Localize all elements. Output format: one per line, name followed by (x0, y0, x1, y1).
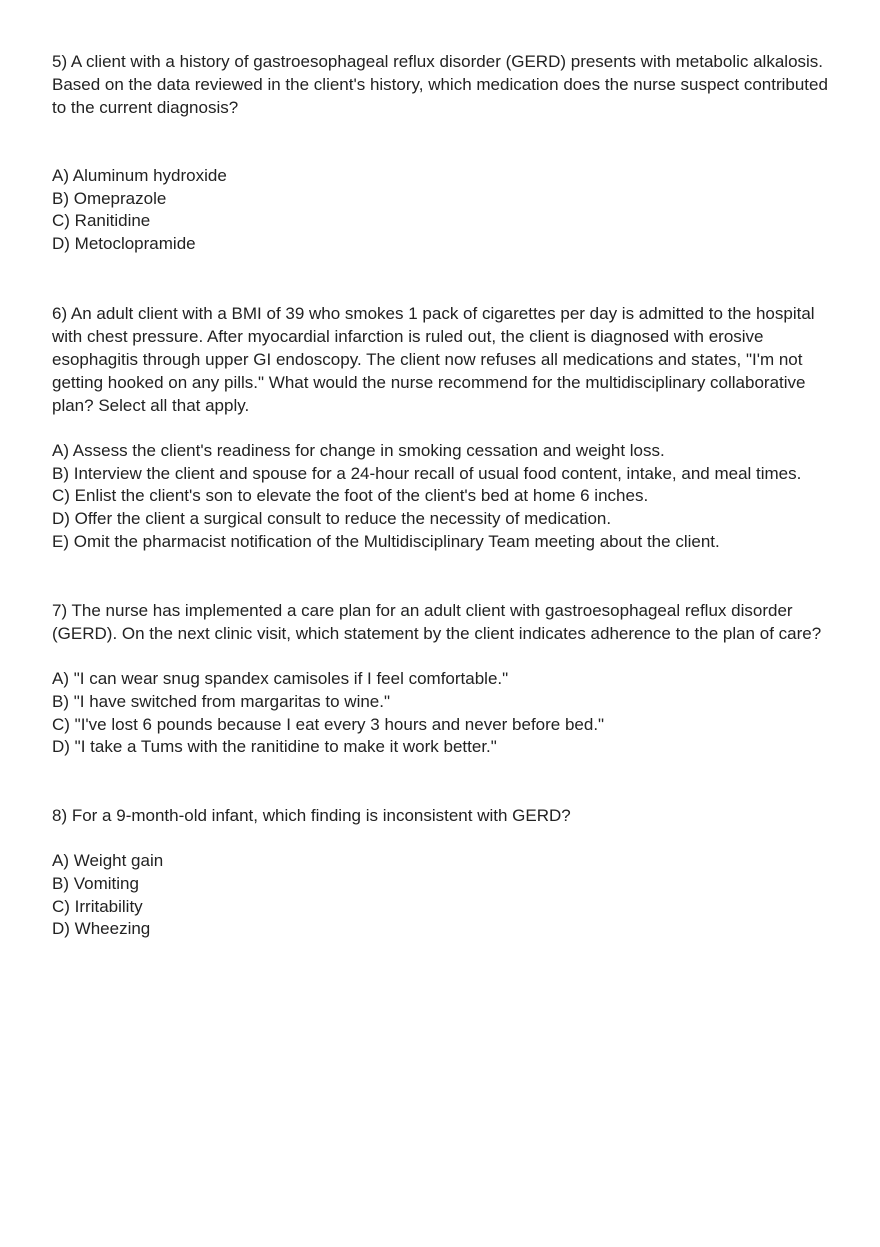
answer-option: C) Irritability (52, 896, 143, 916)
answer-option: B) Omeprazole (52, 188, 167, 208)
answer-option: D) Offer the client a surgical consult to reduce the necessity of medication. (52, 508, 612, 528)
answer-options (52, 440, 842, 554)
answer-option: E) Omit the pharmacist notification of the Multidisciplinary Team meeting about the client. (52, 531, 720, 551)
question-stem: 5) A client with a history of gastroesophageal reflux disorder (GERD) presents with metabolic alkalosis. Based on the data reviewed in the client's history, which medication does the nurse suspect contributed to the current diagnosis? (52, 52, 828, 117)
answer-option: C) Enlist the client's son to elevate the foot of the client's bed at home 6 inches. (52, 486, 649, 506)
question-6 (52, 302, 842, 554)
question-stem: 6) An adult client with a BMI of 39 who smokes 1 pack of cigarettes per day is admitted to the hospital with chest pressure. After myocardial infarction is ruled out, the client is diagnosed with erosive esophagitis through upper GI endoscopy. The client now refuses all medications and states, "I'm not getting hooked on any pills." What would the nurse recommend for the multidisciplinary collaborative plan? Select all that apply. (52, 303, 815, 415)
answer-option: D) Wheezing (52, 919, 151, 939)
answer-option: C) "I've lost 6 pounds because I eat every 3 hours and never before bed." (52, 714, 605, 734)
answer-option: C) Ranitidine (52, 211, 151, 231)
answer-option: A) Assess the client's readiness for change in smoking cessation and weight loss. (52, 440, 665, 460)
question-7 (52, 599, 842, 759)
answer-options (52, 165, 842, 256)
answer-option: B) "I have switched from margaritas to wine." (52, 692, 391, 712)
answer-options (52, 850, 842, 941)
answer-option: A) Aluminum hydroxide (52, 166, 227, 185)
answer-options (52, 668, 842, 759)
answer-option: A) "I can wear snug spandex camisoles if I feel comfortable." (52, 669, 509, 689)
answer-option: B) Interview the client and spouse for a 24-hour recall of usual food content, intake, and meal times. (52, 463, 802, 483)
answer-option: D) "I take a Tums with the ranitidine to make it work better." (52, 737, 497, 757)
question-5 (52, 50, 842, 256)
question-8 (52, 804, 842, 941)
question-stem: 7) The nurse has implemented a care plan for an adult client with gastroesophageal reflux disorder (GERD). On the next clinic visit, which statement by the client indicates adherence to the plan of care? (52, 601, 822, 644)
answer-option: B) Vomiting (52, 873, 139, 893)
answer-option: D) Metoclopramide (52, 234, 196, 254)
question-stem: 8) For a 9-month-old infant, which finding is inconsistent with GERD? (52, 806, 571, 826)
answer-option: A) Weight gain (52, 851, 164, 871)
document-page (52, 50, 842, 941)
